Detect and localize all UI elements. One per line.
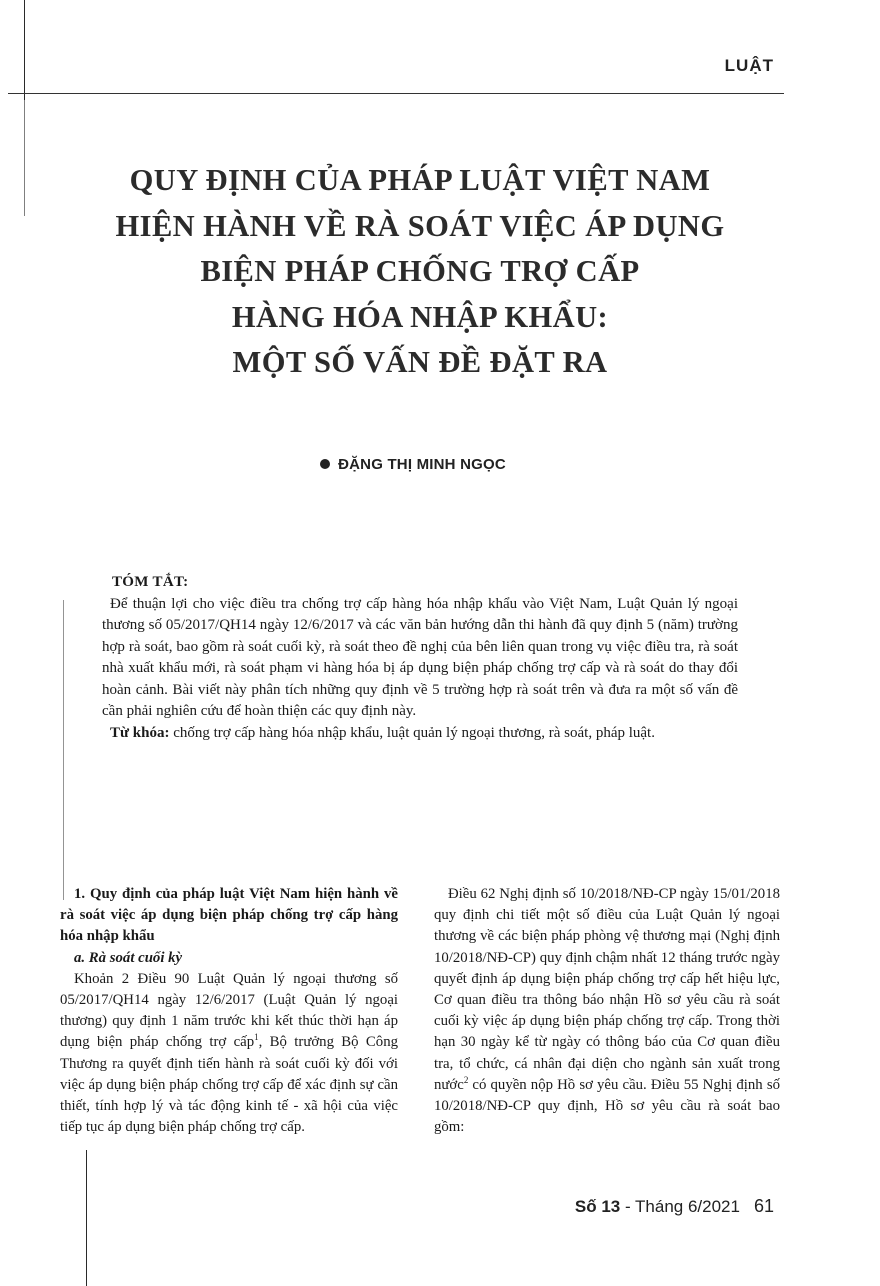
title-line: MỘT SỐ VẤN ĐỀ ĐẶT RA xyxy=(232,345,608,379)
title-line: BIỆN PHÁP CHỐNG TRỢ CẤP xyxy=(200,254,640,288)
article-title xyxy=(60,158,780,386)
margin-line-lower xyxy=(63,600,64,900)
footnote-ref[interactable]: 2 xyxy=(463,1074,469,1085)
abstract-heading: TÓM TẮT: xyxy=(112,574,189,590)
margin-line-top xyxy=(24,0,25,100)
paragraph-text: Điều 62 Nghị định số 10/2018/NĐ-CP ngày 15/01/2018 quy định chi tiết một số điều của Luật Quản lý ngoại thương về các biện pháp phòng vệ thương mại (Nghị định 10/2018/NĐ-CP) quy định chậm nhất 12 tháng trước ngày quyết định áp dụng biện pháp chống trợ cấp hết hiệu lực, Cơ quan điều tra thông báo nhận Hồ sơ yêu cầu rà soát cuối kỳ việc áp dụng biện pháp chống trợ cấp. Trong thời hạn 30 ngày kể từ ngày có thông báo của Cơ quan điều tra, tổ chức, cá nhân đại diện cho ngành sản xuất trong nước xyxy=(434,886,780,1093)
body-paragraph xyxy=(434,884,780,1138)
footer-separator: - xyxy=(620,1197,636,1216)
body-paragraph xyxy=(60,969,398,1139)
author-name: ĐẶNG THỊ MINH NGỌC xyxy=(338,456,506,473)
abstract xyxy=(102,572,738,744)
title-line: HÀNG HÓA NHẬP KHẨU: xyxy=(231,299,609,334)
title-line: HIỆN HÀNH VỀ RÀ SOÁT VIỆC ÁP DỤNG xyxy=(115,208,725,243)
margin-line-bottom xyxy=(86,1150,87,1286)
paragraph-text: Khoản 2 Điều 90 Luật Quản lý ngoại thương số 05/2017/QH14 ngày 12/6/2017 (Luật Quản lý ngoại thương) quy định 1 năm trước khi kết thúc thời hạn áp dụng biện pháp chống trợ cấp xyxy=(60,970,398,1051)
section-label: LUẬT xyxy=(724,56,774,75)
footnote-ref[interactable]: 1 xyxy=(254,1032,259,1043)
subsection-heading: a. Rà soát cuối kỳ xyxy=(74,949,183,966)
margin-line-mid xyxy=(24,96,25,216)
issue-date: Tháng 6/2021 xyxy=(635,1197,740,1216)
title-line: QUY ĐỊNH CỦA PHÁP LUẬT VIỆT NAM xyxy=(129,163,711,197)
keywords-label: Từ khóa: xyxy=(110,724,170,741)
header-rule xyxy=(8,93,784,94)
paragraph-text: có quyền nộp Hồ sơ yêu cầu. Điều 55 Nghị định số 10/2018/NĐ-CP quy định, Hồ sơ yêu cầu rà soát bao gồm: xyxy=(434,1076,780,1136)
keywords xyxy=(102,723,738,745)
body-column-left xyxy=(60,884,398,1138)
keywords-text: chống trợ cấp hàng hóa nhập khẩu, luật quản lý ngoại thương, rà soát, pháp luật. xyxy=(169,724,655,741)
page-number: 61 xyxy=(753,1196,774,1216)
page-footer xyxy=(575,1196,774,1217)
body-column-right xyxy=(434,884,780,1138)
paragraph-text: , Bộ trưởng Bộ Công Thương ra quyết định tiến hành rà soát cuối kỳ đối với việc áp dụng biện pháp chống trợ cấp để xác định sự cần thiết, tính hợp lý và tác động kinh tế - xã hội của việc tiếp tục áp dụng biện pháp chống trợ cấp. xyxy=(60,1034,398,1136)
abstract-body: Để thuận lợi cho việc điều tra chống trợ cấp hàng hóa nhập khẩu vào Việt Nam, Luật Quản lý ngoại thương số 05/2017/QH14 ngày 12/6/2017 và các văn bản hướng dẫn thi hành đã quy định 5 (năm) trường hợp rà soát, bao gồm rà soát cuối kỳ, rà soát theo đề nghị của bên liên quan trong vụ việc điều tra, rà soát nhà xuất khẩu mới, rà soát phạm vi hàng hóa bị áp dụng biện pháp chống trợ cấp và rà soát do thay đổi hoàn cảnh. Bài viết này phân tích những quy định về 5 trường hợp rà soát trên và đưa ra một số vấn đề cần phải nghiên cứu để hoàn thiện các quy định này. xyxy=(102,595,738,719)
author-byline xyxy=(0,456,826,473)
issue-number: Số 13 xyxy=(574,1197,621,1216)
bullet-icon xyxy=(320,459,330,469)
section-heading: 1. Quy định của pháp luật Việt Nam hiện hành về rà soát việc áp dụng biện pháp chống trợ cấp hàng hóa nhập khẩu xyxy=(60,886,398,945)
